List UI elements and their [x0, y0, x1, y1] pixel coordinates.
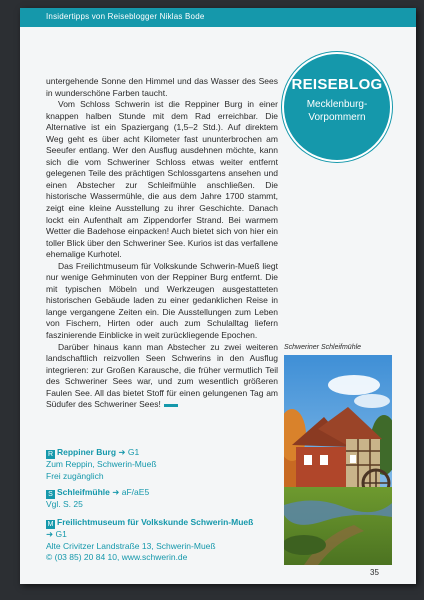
sight-icon: S — [46, 490, 55, 499]
paragraph-text: Darüber hinaus kann man Abstecher zu zwei weiteren landschaftlich reizvollen Seen Schwerins in den Ausflug integrieren: zur Großen Karausche, die früher vermutlich Teil des Schweriner Sees war, und zum wesentlich größeren Faulen See. All das bietet Stoff für einen gelungenen Tag am Südufer des Schweriner Sees! — [46, 341, 278, 410]
poi-info: Frei zugänglich — [46, 470, 104, 481]
paragraph: Das Freilichtmuseum für Volkskunde Schwerin-Mueß liegt nur wenige Gehminuten von der Reppiner Burg entfernt. Die mit typischen Möbeln und Werkzeugen ausgestatteten historischen Gebäude laden zu einer gedanklichen Reise in lange vergangene Zeiten ein. Die Ausstellungen zum Leben von Fischern, Hirten oder auch zum Schulalltag liefern faszinierende Einblicke in weit zurückliegende Epochen. — [46, 260, 278, 341]
badge-region-line1: Mecklenburg- — [306, 99, 368, 110]
end-of-article-mark — [164, 404, 178, 407]
poi-title[interactable]: Freilichtmuseum für Volkskunde Schwerin-Mueß — [57, 517, 254, 527]
page-number: 35 — [370, 568, 379, 577]
book-page — [20, 8, 416, 584]
map-reference: ➜ G1 — [118, 447, 140, 457]
museum-icon: M — [47, 521, 54, 528]
poi-title[interactable]: Schleifmühle — [57, 487, 110, 497]
poi-info: Vgl. S. 25 — [46, 499, 83, 509]
article-body — [46, 76, 278, 411]
header-bar — [20, 8, 416, 27]
poi-address: Alte Crivitzer Landstraße 13, Schwerin-Mueß — [46, 540, 216, 551]
sight-icon: R — [47, 451, 54, 458]
badge-region-line2: Vorpommern — [308, 112, 366, 123]
poi-title[interactable]: Reppiner Burg — [57, 447, 117, 457]
poi-entry-schleifmuehle — [46, 487, 286, 511]
reiseblog-badge — [282, 52, 392, 162]
paragraph: untergehende Sonne den Himmel und das Wasser des Sees in wunderschöne Farben taucht. — [46, 76, 278, 98]
poi-address: Zum Reppin, Schwerin-Mueß — [46, 459, 157, 469]
paragraph: Vom Schloss Schwerin ist die Reppiner Burg in einer knappen halben Stunde mit dem Rad erreichbar. Die Alternative ist ein Spaziergang (1,5–2 Std.). Auf direktem Weg geht es über acht Kilometer fast ununterbrochen am Seeufer entlang. Wer den Ausflug ausdehnen möchte, kann sich die vom Schweriner Schloss etwas weiter entfernt gelegenen Teile des prächtigen Schlossgartens ansehen und einen Abstecher zur Schleifmühle anschließen. Die historische Wassermühle, die aus dem Jahre 1700 stammt, zeigt eine kleine Ausstellung zu ihrer Geschichte. Danach lockt ein Aufenthalt am Zippendorfer Strand. Bei warmem Wetter die Badehose einpacken! Auch bietet sich von hier ein toller Blick über den Schweriner See. Kurios ist das verfallene ehemalige Kurhotel. — [46, 99, 278, 260]
running-title: Insidertipps von Reiseblogger Niklas Bode — [46, 12, 205, 21]
map-reference: ➜ G1 — [46, 529, 67, 539]
poi-contact: © (03 85) 20 84 10, www.schwerin.de — [46, 552, 188, 562]
schleifmuehle-photo — [284, 355, 392, 565]
poi-entry-reppiner-burg — [46, 447, 286, 482]
badge-title: REISEBLOG — [291, 76, 383, 93]
photo-caption: Schweriner Schleifmühle — [284, 344, 362, 351]
map-reference: ➜ aF/aE5 — [112, 487, 150, 497]
poi-entry-freilichtmuseum — [46, 517, 286, 564]
paragraph — [46, 342, 278, 411]
